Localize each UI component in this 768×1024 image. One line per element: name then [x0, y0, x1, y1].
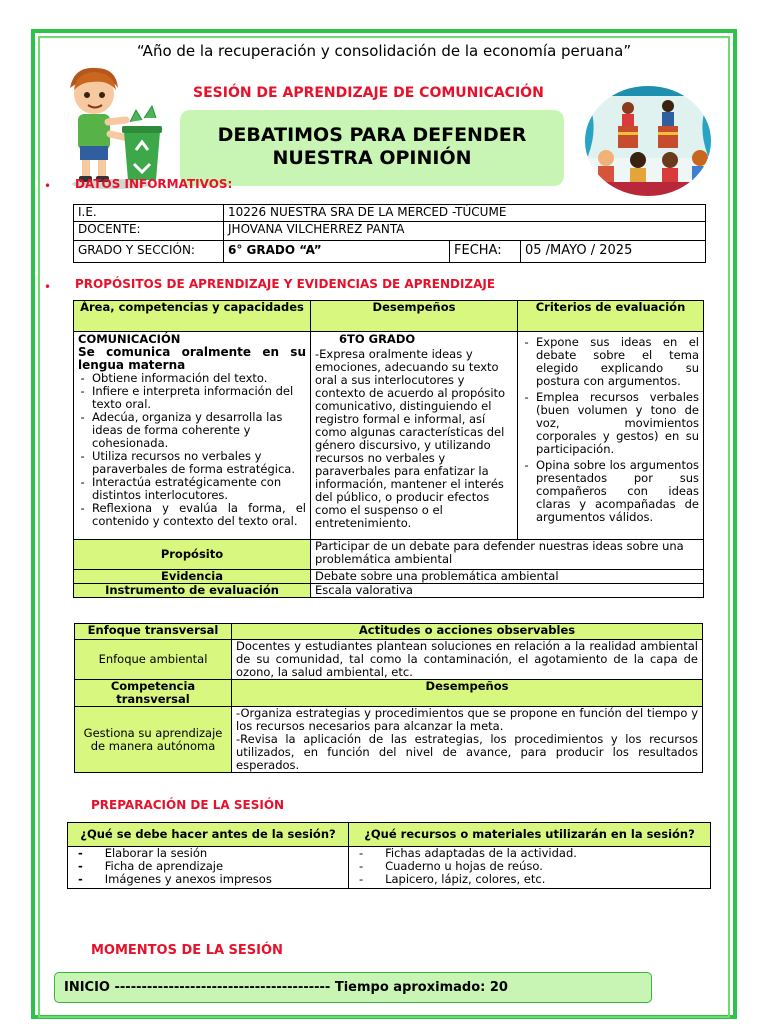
motto: “Año de la recuperación y consolidación de la economía peruana”	[136, 42, 632, 60]
comp-label: Competencia transversal	[75, 680, 232, 707]
preparacion-heading: PREPARACIÓN DE LA SESIÓN	[91, 798, 285, 812]
col-antes: ¿Qué se debe hacer antes de la sesión?	[68, 823, 349, 847]
capacidad-item: - Infiere e interpreta información del texto oral.	[92, 385, 306, 411]
bullet-dot: •	[44, 280, 52, 294]
proposito-label: Propósito	[74, 540, 311, 570]
col-recursos: ¿Qué recursos o materiales utilizarán en la sesión?	[349, 823, 711, 847]
capacidades-list	[78, 372, 306, 528]
main-title-line1: DEBATIMOS PARA DEFENDER	[217, 124, 527, 146]
enfoque-value: Docentes y estudiantes plantean soluciones en relación a la realidad ambiental de su comunidad, tal como la contaminación, el agotamiento de la capa de ozono, la salud ambiental, etc.	[232, 640, 703, 680]
criterio-item: - Opina sobre los argumentos presentados por sus compañeros con ideas claras y acompañadas de argumentos válidos.	[536, 459, 699, 524]
gestiona-value-1: -Organiza estrategias y procedimientos que se propone en función del tiempo y los recursos necesarios para alcanzar la meta.	[236, 706, 698, 733]
fecha-value: 05 /MAYO / 2025	[521, 241, 706, 263]
competencia: Se comunica oralmente en su lengua materna	[78, 345, 306, 372]
boy-recycling-icon	[52, 60, 172, 190]
antes-item: - Elaborar la sesión	[78, 846, 208, 860]
capacidad-item: - Adecúa, organiza y desarrolla las ideas de forma coherente y cohesionada.	[92, 411, 306, 450]
antes-item: - Imágenes y anexos impresos	[78, 872, 272, 886]
col-enfoque: Enfoque transversal	[75, 624, 232, 640]
proposito-value: Participar de un debate para defender nuestras ideas sobre una problemática ambiental	[311, 540, 704, 570]
criterios-list	[522, 336, 699, 524]
main-title-box	[180, 110, 564, 186]
debate-stage-icon	[578, 86, 718, 196]
docente-value: JHOVANA VILCHERREZ PANTA	[224, 222, 706, 241]
datos-heading: DATOS INFORMATIVOS:	[75, 177, 233, 191]
inicio-text: INICIO ---------------------------------------- Tiempo aproximado: 20	[64, 980, 508, 995]
enfoque-label: Enfoque ambiental	[75, 640, 232, 680]
recurso-item: - Cuaderno u hojas de reúso.	[359, 859, 543, 873]
ie-label: I.E.	[74, 205, 224, 222]
col-desempenos: Desempeños	[311, 301, 518, 332]
momentos-heading: MOMENTOS DE LA SESIÓN	[91, 943, 283, 958]
col-criterios: Criterios de evaluación	[518, 301, 704, 332]
bullet-dot: •	[44, 179, 52, 193]
instrumento-value: Escala valorativa	[311, 584, 704, 598]
recurso-item: - Fichas adaptadas de la actividad.	[359, 846, 577, 860]
ie-value: 10226 NUESTRA SRA DE LA MERCED -TÚCUME	[224, 205, 706, 222]
gestiona-label: Gestiona su aprendizaje de manera autónoma	[75, 707, 232, 773]
grado-label: GRADO Y SECCIÓN:	[74, 241, 224, 263]
inicio-box	[54, 972, 652, 1003]
area-title: COMUNICACIÓN	[78, 332, 181, 346]
propositos-table	[73, 300, 704, 598]
propositos-heading: PROPÓSITOS DE APRENDIZAJE Y EVIDENCIAS DE APRENDIZAJE	[75, 277, 496, 291]
grado-heading: 6TO GRADO	[339, 332, 416, 346]
criterio-item: - Expone sus ideas en el debate sobre el tema elegido explicando su postura con argumentos.	[536, 336, 699, 388]
session-title: SESIÓN DE APRENDIZAJE DE COMUNICACIÓN	[193, 85, 544, 101]
fecha-label: FECHA:	[450, 241, 521, 263]
capacidad-item: - Reflexiona y evalúa la forma, el contenido y contexto del texto oral.	[92, 502, 306, 528]
col-actitudes: Actitudes o acciones observables	[232, 624, 703, 640]
grado-value: 6° GRADO “A”	[224, 241, 450, 263]
gestiona-value-2: -Revisa la aplicación de las estrategias, los procedimientos y los recursos utilizados, en función del nivel de avance, para producir los resultados esperados.	[236, 732, 698, 772]
main-title-line2: NUESTRA OPINIÓN	[272, 147, 472, 169]
enfoque-table	[74, 623, 703, 773]
evidencia-label: Evidencia	[74, 570, 311, 584]
criterio-item: - Emplea recursos verbales (buen volumen y tono de voz, movimientos corporales y gestos) en su participación.	[536, 391, 699, 456]
datos-table	[73, 204, 706, 263]
desempeno-text: -Expresa oralmente ideas y emociones, adecuando su texto oral a sus interlocutores y contexto de acuerdo al propósito comunicativo, distinguiendo el registro formal e informal, así como algunas características del género discursivo, y utilizando recursos no verbales y paraverbales para enfatizar la información, mantener el interés del público, o producir efectos como el suspenso o el entretenimiento.	[315, 347, 506, 530]
capacidad-item: - Utiliza recursos no verbales y paraverbales de forma estratégica.	[92, 450, 306, 476]
docente-label: DOCENTE:	[74, 222, 224, 241]
instrumento-label: Instrumento de evaluación	[74, 584, 311, 598]
col-area: Área, competencias y capacidades	[74, 301, 311, 332]
recurso-item: - Lapicero, lápiz, colores, etc.	[359, 872, 546, 886]
capacidad-item: - Interactúa estratégicamente con distintos interlocutores.	[92, 476, 306, 502]
capacidad-item: - Obtiene información del texto.	[92, 372, 306, 385]
antes-item: - Ficha de aprendizaje	[78, 859, 224, 873]
evidencia-value: Debate sobre una problemática ambiental	[311, 570, 704, 584]
comp-desempenos: Desempeños	[232, 680, 703, 707]
preparacion-table	[67, 822, 711, 889]
